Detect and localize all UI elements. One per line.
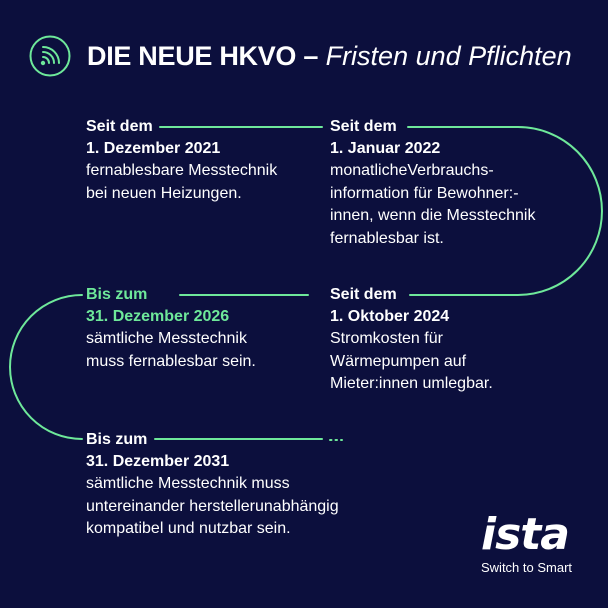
title-main: DIE NEUE HKVO –: [87, 41, 319, 71]
timeline-text: innen, wenn die Messtechnik: [330, 207, 536, 224]
logo-tagline: Switch to Smart: [481, 560, 573, 575]
timeline-label: Seit dem: [330, 286, 397, 303]
logo-wordmark: ista: [481, 509, 569, 560]
timeline-label: Bis zum: [86, 286, 148, 303]
timeline-item-2021: [86, 116, 277, 205]
timeline-item-2031: [86, 429, 339, 541]
timeline-date: 1. Oktober 2024: [330, 308, 450, 325]
timeline-text: muss fernablesbar sein.: [86, 352, 256, 370]
timeline-item-2022: [330, 116, 535, 250]
radio-signal-icon: [29, 35, 71, 77]
timeline-text: kompatibel und nutzbar sein.: [86, 520, 291, 537]
timeline-text: bei neuen Heizungen.: [86, 184, 242, 202]
timeline-date: 1. Januar 2022: [330, 140, 441, 157]
timeline-text: untereinander herstellerunabhängig: [86, 497, 339, 515]
title-subtitle: Fristen und Pflichten: [325, 41, 572, 71]
page-title: [87, 40, 572, 72]
timeline-text: sämtliche Messtechnik: [86, 330, 247, 347]
timeline-label: Seit dem: [330, 118, 397, 135]
timeline-text: Wärmepumpen auf: [330, 352, 467, 370]
timeline-text: monatlicheVerbrauchs-: [330, 162, 494, 179]
timeline-text: information für Bewohner:-: [330, 184, 519, 202]
timeline-text: Stromkosten für: [330, 330, 443, 347]
timeline-text: fernablesbare Messtechnik: [86, 162, 278, 179]
timeline-item-2024: [330, 284, 493, 396]
timeline-date: 31. Dezember 2031: [86, 453, 230, 470]
timeline-text: Mieter:innen umlegbar.: [330, 375, 493, 392]
timeline-text: fernablesbar ist.: [330, 229, 444, 247]
timeline-text: sämtliche Messtechnik muss: [86, 475, 290, 492]
timeline-date: 1. Dezember 2021: [86, 140, 221, 157]
ista-logo: [481, 509, 581, 576]
timeline-date: 31. Dezember 2026: [86, 308, 230, 325]
timeline-label: Bis zum: [86, 431, 148, 448]
timeline-label: Seit dem: [86, 118, 153, 135]
timeline-item-2026: [86, 284, 256, 373]
connector-segment-4: [10, 295, 82, 439]
